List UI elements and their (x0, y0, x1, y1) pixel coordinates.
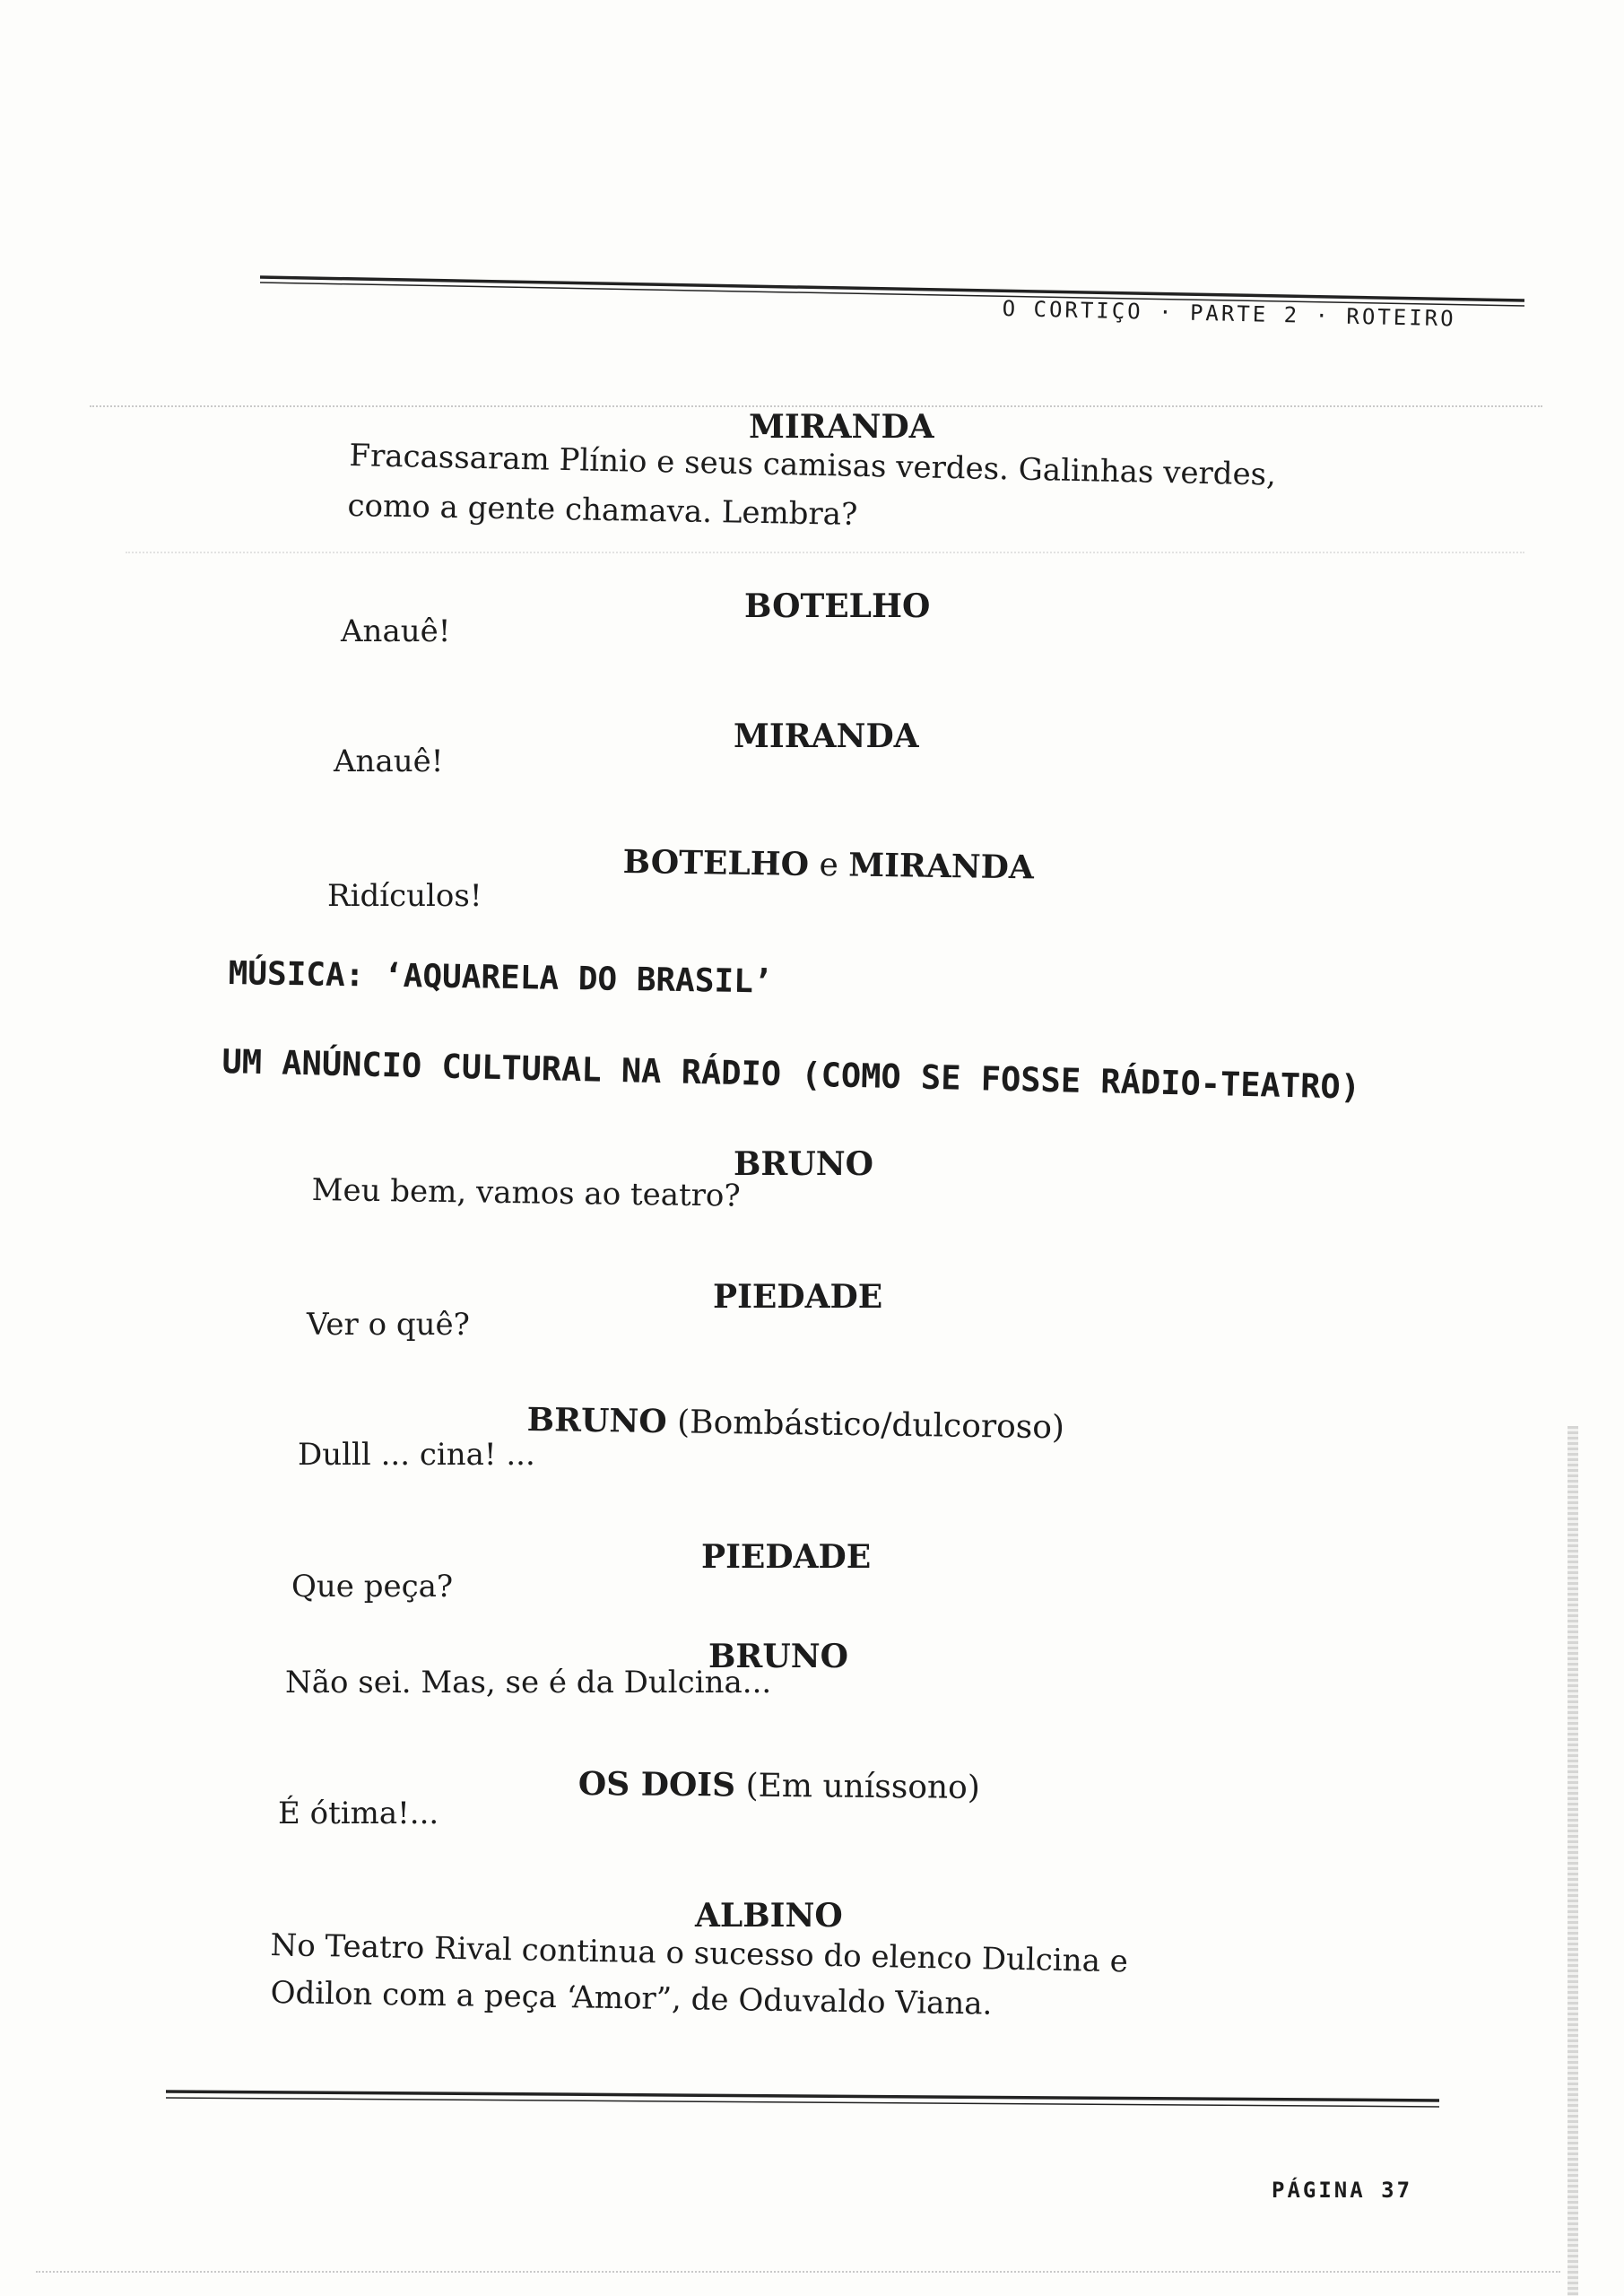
speaker-name (622, 843, 1034, 886)
running-title: O CORTIÇO · PARTE 2 · ROTEIRO (1002, 296, 1456, 332)
dialogue-line: Ridículos! (327, 878, 482, 914)
scan-artifact-line (36, 2271, 1560, 2273)
speaker-name-1: BOTELHO (622, 843, 810, 883)
stage-direction: (Bombástico/dulcoroso) (666, 1404, 1065, 1447)
dialogue-line: Odilon com a peça ‘Amor”, de Oduvaldo Viana. (270, 1974, 993, 2022)
dialogue-line: É ótima!... (278, 1796, 439, 1831)
page-number: PÁGINA 37 (1272, 2178, 1413, 2203)
speaker-name: PIEDADE (701, 1538, 872, 1576)
dialogue-line: Anauê! (334, 744, 444, 779)
stage-direction: (Em uníssono) (734, 1767, 981, 1806)
speaker-conjunction: e (808, 846, 849, 884)
speaker-name: BOTELHO (744, 587, 931, 625)
scene-heading: UM ANÚNCIO CULTURAL NA RÁDIO (COMO SE FOSSE RÁDIO-TEATRO) (221, 1042, 1361, 1107)
speaker-name: BRUNO (708, 1638, 849, 1675)
speaker-name-label: OS DOIS (578, 1765, 736, 1805)
dialogue-line: Meu bem, vamos ao teatro? (311, 1171, 741, 1214)
dialogue-line: Ver o quê? (307, 1307, 470, 1343)
speaker-name: PIEDADE (713, 1278, 883, 1316)
speaker-name-label: BRUNO (526, 1401, 668, 1441)
music-cue-heading: MÚSICA: ‘AQUARELA DO BRASIL’ (228, 955, 773, 1001)
speaker-name: MIRANDA (734, 718, 919, 755)
dialogue-line: como a gente chamava. Lembra? (347, 487, 858, 533)
dialogue-line: Dulll ... cina! ... (298, 1437, 535, 1473)
speaker-name: MIRANDA (749, 408, 934, 446)
dialogue-line: Anauê! (341, 613, 451, 649)
speaker-name: BRUNO (734, 1145, 874, 1183)
footer-rule (166, 2090, 1439, 2117)
speaker-name (578, 1765, 980, 1806)
scan-artifact-line (126, 552, 1524, 553)
speaker-name-2: MIRANDA (847, 846, 1035, 887)
dialogue-line: Fracassaram Plínio e seus camisas verdes. Galinhas verdes, (349, 437, 1277, 493)
scan-edge-strip (1568, 1426, 1578, 2296)
speaker-name (526, 1401, 1064, 1446)
dialogue-line: Não sei. Mas, se é da Dulcina... (285, 1665, 772, 1700)
dialogue-line: Que peça? (291, 1569, 454, 1605)
scan-artifact-line (90, 405, 1542, 407)
dialogue-line: No Teatro Rival continua o sucesso do elenco Dulcina e (270, 1926, 1129, 1980)
speaker-name: ALBINO (695, 1897, 843, 1935)
